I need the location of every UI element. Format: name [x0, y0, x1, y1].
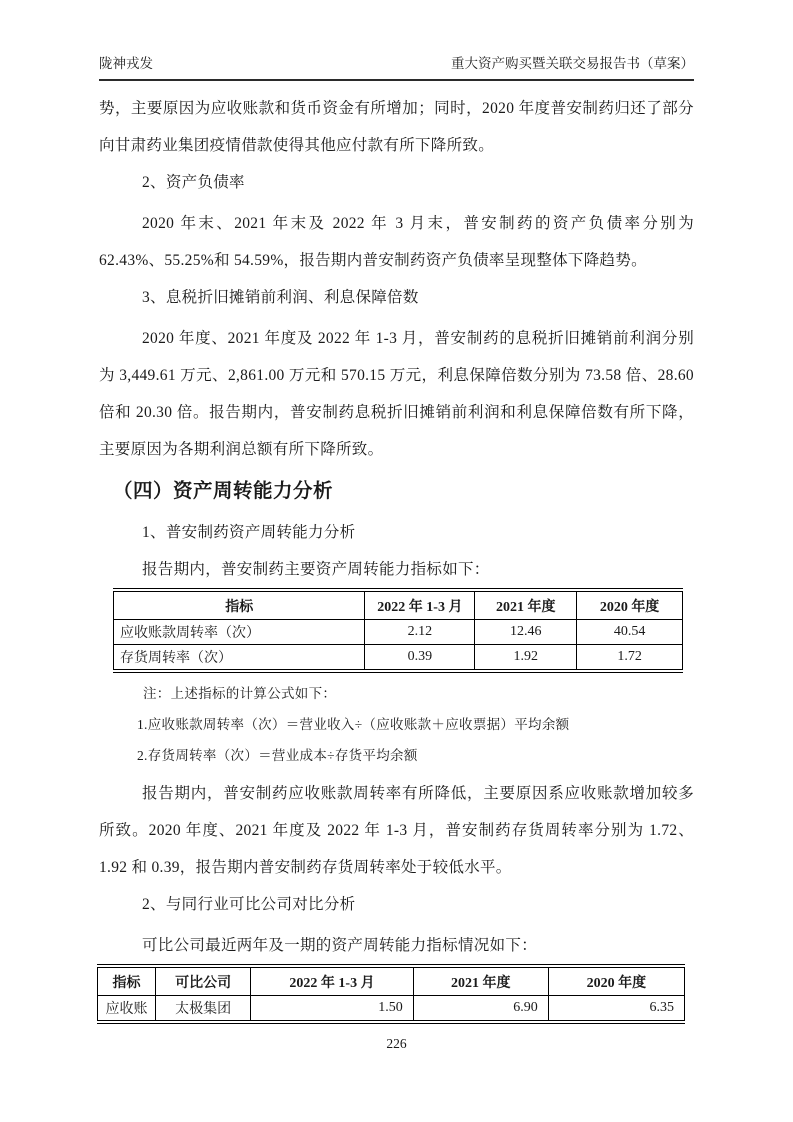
- table-row: [114, 620, 683, 645]
- paragraph-table1-intro: 报告期内，普安制药主要资产周转能力指标如下：: [142, 561, 490, 578]
- column-header-indicator: 指标: [98, 966, 156, 996]
- cell-value: 12.46: [475, 620, 577, 645]
- cell-peer-company: 太极集团: [156, 996, 251, 1023]
- cell-value: 6.35: [548, 996, 684, 1023]
- column-header-peer-company: 可比公司: [156, 966, 251, 996]
- column-header-2021: 2021 年度: [475, 590, 577, 620]
- subheading-peer-comparison: 2、与同行业可比公司对比分析: [142, 896, 356, 913]
- row-label-receivables: 应收账: [98, 996, 156, 1023]
- cell-value: 1.50: [251, 996, 414, 1023]
- column-header-2022q1: 2022 年 1-3 月: [365, 590, 475, 620]
- cell-value: 2.12: [365, 620, 475, 645]
- table-header-row: [114, 590, 683, 620]
- column-header-2020: 2020 年度: [577, 590, 683, 620]
- column-header-2021: 2021 年度: [413, 966, 548, 996]
- column-header-2020: 2020 年度: [548, 966, 684, 996]
- note-formula-inventory: 2.存货周转率（次）＝营业成本÷存货平均余额: [137, 748, 418, 763]
- column-header-2022q1: 2022 年 1-3 月: [251, 966, 414, 996]
- cell-value: 6.90: [413, 996, 548, 1023]
- note-formula-receivables: 1.应收账款周转率（次）＝营业收入÷（应收账款＋应收票据）平均余额: [137, 717, 570, 732]
- header-company-name: 陇神戎发: [99, 56, 153, 71]
- row-label-receivables-turnover: 应收账款周转率（次）: [114, 620, 365, 645]
- column-header-indicator: 指标: [114, 590, 365, 620]
- cell-value: 1.92: [475, 645, 577, 672]
- table-header-row: [98, 966, 685, 996]
- subheading-debt-ratio: 2、资产负债率: [142, 174, 245, 191]
- cell-value: 1.72: [577, 645, 683, 672]
- header-report-title: 重大资产购买暨关联交易报告书（草案）: [451, 56, 694, 71]
- paragraph-table2-intro: 可比公司最近两年及一期的资产周转能力指标情况如下：: [142, 937, 538, 954]
- section-heading-turnover-analysis: （四）资产周转能力分析: [113, 480, 334, 502]
- paragraph-turnover-analysis: 报告期内，普安制药应收账款周转率有所降低，主要原因系应收账款增加较多所致。2020 年度、2021 年度及 2022 年 1-3 月，普安制药存货周转率分别为 1.72、1.92 和 0.39，报告期内普安制药存货周转率处于较低水平。: [99, 785, 694, 876]
- table-row: [98, 996, 685, 1023]
- page-number: 226: [386, 1036, 407, 1051]
- subheading-puan-turnover: 1、普安制药资产周转能力分析: [142, 524, 356, 541]
- paragraph-debt-ratio: 2020 年末、2021 年末及 2022 年 3 月末，普安制药的资产负债率分别为 62.43%、55.25%和 54.59%，报告期内普安制药资产负债率呈现整体下降趋势。: [99, 215, 694, 269]
- page-header: [99, 54, 694, 81]
- cell-value: 40.54: [577, 620, 683, 645]
- paragraph-ebitda: 2020 年度、2021 年度及 2022 年 1-3 月，普安制药的息税折旧摊销前利润分别为 3,449.61 万元、2,861.00 万元和 570.15 万元，利息保障倍数分别为 73.58 倍、28.60 倍和 20.30 倍。报告期内，普安制药息税折旧摊销前利润和利息保障倍数有所下降，主要原因为各期利润总额有所下降所致。: [99, 330, 694, 458]
- note-title: 注：上述指标的计算公式如下：: [143, 686, 337, 701]
- turnover-indicator-table: [113, 588, 683, 673]
- row-label-inventory-turnover: 存货周转率（次）: [114, 645, 365, 672]
- page-content: [0, 90, 793, 1024]
- cell-value: 0.39: [365, 645, 475, 672]
- paragraph-continuation: 势，主要原因为应收账款和货币资金有所增加；同时，2020 年度普安制药归还了部分向甘肃药业集团疫情借款使得其他应付款有所下降所致。: [99, 100, 694, 154]
- peer-comparison-table: [97, 964, 685, 1024]
- table-row: [114, 645, 683, 672]
- subheading-ebitda: 3、息税折旧摊销前利润、利息保障倍数: [142, 289, 419, 306]
